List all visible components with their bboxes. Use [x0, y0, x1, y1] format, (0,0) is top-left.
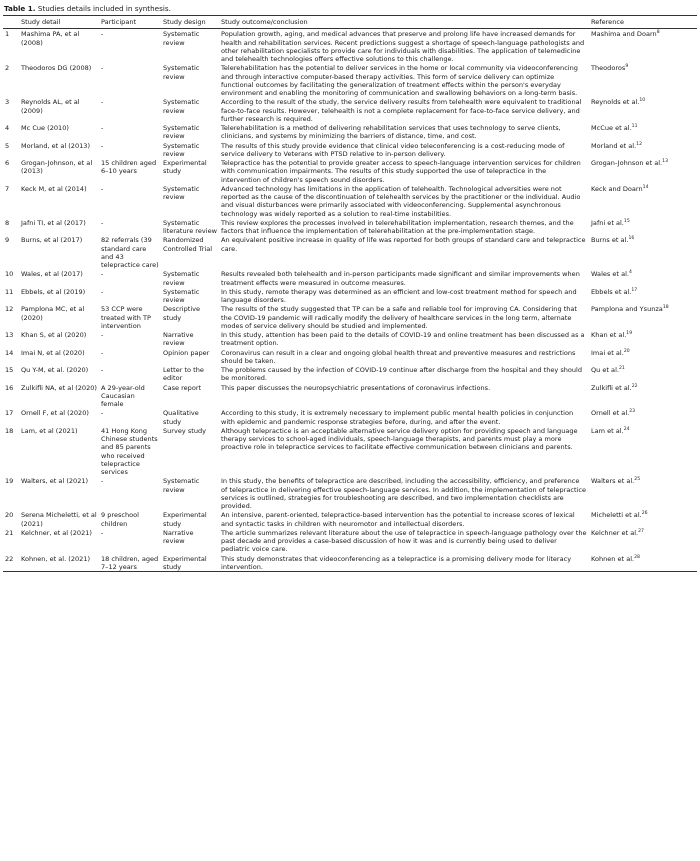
study-outcome-cell: In this study, the benefits of telepractice are described, including the accessibility, efficiency, and preference of telepractice in delivering effective speech-language services. In addition, the implementation of telepractice services is outlined, strategies for troubleshooting are described, and two implementation checklists are provided.: [221, 477, 587, 510]
reference-cell: [589, 330, 697, 348]
row-number: 6: [5, 159, 10, 167]
study-outcome-cell: Telerehabilitation is a method of delivering rehabilitation services that uses technology to serve clients, clinicians, and systems by minimizing the barriers of distance, time, and cost.: [221, 124, 561, 141]
study-outcome-cell: Advanced technology has limitations in the application of telehealth. Technological adversities were not reported as the cause of the discontinuation of telehealth services by the practitioner or the individual. Audio and visual disturbances were primarily associated with videoconferencing. Supplemental asynchronous technology was widely reported as a solution to real-time instabilities.: [221, 184, 581, 218]
study-outcome-cell: In this study, attention has been paid to the details of COVID-19 and online treatment has been discussed as a treatment option.: [221, 331, 585, 348]
reference-citation-number: 15: [623, 218, 630, 224]
participant-cell: -: [101, 409, 104, 418]
table-row: [3, 158, 697, 184]
study-detail-cell: Pamplona MC, et al (2020): [21, 305, 85, 322]
study-detail-cell: Kelchner, et al (2021): [21, 528, 92, 537]
participant-cell: 18 children, aged 7–12 years: [101, 554, 159, 571]
reference-text: McCue et al.: [591, 124, 632, 132]
study-outcome-cell: In this study, remote therapy was determined as an efficient and low-cost treatment method for speech and language disorders.: [221, 287, 577, 304]
row-number: 20: [5, 511, 14, 520]
reference-citation-number: 10: [639, 98, 646, 104]
study-outcome-cell: According to this study, it is extremely necessary to implement public mental health policies in conjunction with epidemic and pandemic response strategies before, during, and after the event.: [221, 409, 574, 426]
reference-cell: [589, 158, 697, 184]
study-outcome-cell: Telerehabilitation has the potential to deliver services in the home or local community via videoconferencing and through interactive computer-based therapy activities. This form of service delivery can optimize functional outcomes by facilitating the generalization of treatment effects within the person's everyday environment and enabling the monitoring of communication and swallowing behaviors on a long-term basis.: [221, 64, 578, 97]
study-design-cell: Randomized Controlled Trial: [163, 236, 213, 253]
reference-citation-number: 8: [656, 30, 660, 36]
row-number: 16: [5, 383, 14, 392]
reference-text: Walters et al.: [591, 477, 635, 486]
study-design-cell: Case report: [163, 383, 202, 392]
table-row: [3, 304, 697, 330]
row-number: 12: [5, 305, 14, 314]
reference-citation-number: 17: [631, 287, 638, 293]
table-row: [3, 426, 697, 477]
study-detail-cell: Wales, et al (2017): [21, 270, 83, 279]
study-detail-cell: Imai N, et al (2020): [21, 348, 85, 357]
reference-cell: [589, 97, 697, 123]
row-number: 17: [5, 409, 14, 418]
row-number: 8: [5, 218, 10, 227]
participant-cell: -: [101, 124, 104, 132]
study-outcome-cell: The article summarizes relevant literature about the use of telepractice in speech-language pathology over the past decade and provides a case-based discussion of how it was and is currently being used to deliver pediatric voice care.: [221, 528, 587, 554]
reference-cell: [589, 476, 697, 510]
study-design-cell: Descriptive study: [163, 305, 201, 322]
reference-text: Wales et al.: [591, 270, 629, 279]
reference-citation-number: 4: [629, 270, 632, 276]
reference-text: Pamplona and Ysunza: [591, 305, 663, 314]
reference-text: Morland et al.: [591, 141, 637, 150]
study-detail-cell: Jafni TI, et al (2017): [21, 218, 86, 227]
header-reference: Reference: [591, 18, 624, 26]
study-design-cell: Systematic review: [163, 124, 200, 141]
reference-text: Grogan-Johnson et al.: [591, 159, 663, 167]
row-number: 11: [5, 287, 14, 296]
study-outcome-cell: The problems caused by the infection of COVID-19 continue after discharge from the hospital and they should be monitored.: [221, 366, 583, 383]
study-detail-cell: Mc Cue (2010): [21, 124, 69, 132]
study-outcome-cell: Although telepractice is an acceptable alternative service delivery option for providing speech and language therapy services to school-aged individuals, speech-language therapists, and parents must play a more proactive role in telepractice services to facilitate effective communication between clinicians and parents.: [221, 426, 578, 452]
reference-text: Qu et al.: [591, 366, 619, 374]
study-detail-cell: Theodoros DG (2008): [21, 64, 92, 73]
study-outcome-cell: The results of the study suggested that TP can be a safe and reliable tool for improving CA. Considering that the COVID-19 pandemic will radically modify the delivery of healthcare services in the long term, alternate modes of service delivery should be studied and implemented.: [221, 305, 577, 330]
row-number: 13: [5, 331, 14, 339]
reference-cell: [589, 29, 697, 64]
table-row: [3, 235, 697, 269]
reference-citation-number: 20: [623, 348, 630, 354]
row-number: 22: [5, 554, 14, 563]
header-participant: Participant: [101, 18, 137, 26]
study-outcome-cell: An intensive, parent-oriented, telepractice-based intervention has the potential to increase scores of lexical and syntactic tasks in children with neuromotor and intellectual disorders.: [221, 511, 575, 528]
table-row: [3, 29, 697, 64]
study-outcome-cell: Results revealed both telehealth and in-person participants made significant and similar improvements when treatment effects were measured in outcome measures.: [221, 270, 580, 287]
row-number: 15: [5, 366, 14, 374]
study-design-cell: Letter to the editor: [163, 366, 204, 383]
reference-text: Burns et al.: [591, 236, 629, 245]
participant-cell: 82 referrals (39 standard care and 43 telepractice care): [101, 236, 159, 269]
reference-cell: [589, 287, 697, 305]
study-design-cell: Systematic review: [163, 64, 200, 81]
study-outcome-cell: The results of this study provide evidence that clinical video teleconferencing is a cost-reducing mode of service delivery to Veterans with PTSD relative to in-person delivery.: [221, 141, 565, 158]
reference-cell: [589, 510, 697, 528]
row-number: 1: [5, 30, 10, 39]
reference-citation-number: 13: [662, 158, 668, 164]
participant-cell: -: [101, 287, 104, 296]
participant-cell: -: [101, 331, 104, 339]
study-design-cell: Experimental study: [163, 159, 207, 176]
study-design-cell: Experimental study: [163, 511, 207, 528]
study-design-cell: Narrative review: [163, 528, 194, 545]
reference-citation-number: 22: [631, 383, 638, 389]
reference-text: Ornell et al.: [591, 409, 630, 418]
reference-cell: [589, 141, 697, 159]
table-row: [3, 184, 697, 218]
study-design-cell: Narrative review: [163, 331, 194, 348]
study-detail-cell: Morland, et al (2013): [21, 141, 91, 150]
reference-citation-number: 23: [629, 409, 636, 415]
reference-cell: [589, 348, 697, 366]
participant-cell: -: [101, 30, 104, 39]
study-detail-cell: Keck M, et al (2014): [21, 184, 87, 193]
table-row: [3, 365, 697, 383]
participant-cell: -: [101, 348, 104, 357]
participant-cell: -: [101, 98, 104, 107]
reference-text: Keck and Doarn: [591, 184, 643, 193]
study-detail-cell: Mashima PA, et al (2008): [21, 30, 80, 47]
reference-citation-number: 19: [626, 330, 633, 336]
table-row: [3, 348, 697, 366]
reference-citation-number: 14: [642, 184, 649, 190]
study-outcome-cell: According to the result of the study, the service delivery results from telehealth were equivalent to traditional face-to-face results. However, telehealth is not a complete replacement for face-to-face service delivery, and further research is required.: [221, 98, 582, 123]
reference-citation-number: 12: [636, 141, 643, 147]
participant-cell: 41 Hong Kong Chinese students and 85 parents who received telepractice services: [101, 426, 158, 476]
study-detail-cell: Qu Y-M, et al. (2020): [21, 366, 89, 374]
reference-cell: [589, 383, 697, 409]
table-row: [3, 408, 697, 426]
reference-citation-number: 11: [631, 123, 638, 129]
participant-cell: -: [101, 477, 104, 486]
study-design-cell: Systematic literature review: [163, 218, 217, 235]
reference-cell: [589, 408, 697, 426]
row-number: 21: [5, 528, 14, 537]
table-body: [3, 29, 697, 572]
reference-cell: [589, 554, 697, 572]
reference-cell: [589, 63, 697, 97]
row-number: 2: [5, 64, 10, 73]
row-number: 14: [5, 348, 14, 357]
study-outcome-cell: Telepractice has the potential to provide greater access to speech-language intervention services for children with communication impairments. The results of this study supported the use of telepractice in the intervention of children's speech sound disorders.: [221, 159, 581, 184]
table-row: [3, 476, 697, 510]
reference-cell: [589, 304, 697, 330]
reference-text: Imai et al.: [591, 348, 624, 357]
table-row: [3, 218, 697, 236]
participant-cell: 15 children aged 6–10 years: [101, 159, 157, 176]
study-design-cell: Qualitative study: [163, 409, 199, 426]
table-caption-label: Table 1.: [4, 4, 36, 13]
reference-text: Ebbels et al.: [591, 287, 632, 296]
participant-cell: -: [101, 184, 104, 193]
participant-cell: -: [101, 528, 104, 537]
participant-cell: -: [101, 366, 104, 374]
participant-cell: -: [101, 270, 104, 279]
row-number: 18: [5, 426, 14, 435]
table-header-row: [3, 16, 697, 29]
reference-citation-number: 16: [628, 236, 635, 242]
reference-cell: [589, 365, 697, 383]
reference-citation-number: 26: [641, 511, 648, 517]
study-outcome-cell: Population growth, aging, and medical advances that preserve and prolong life have increased demands for health and rehabilitation services. Recent predictions suggest a shortage of speech-language pathologists and other rehabilitation specialists to provide care for individuals with disabilities. The application of telemedicine and telehealth technologies offers effective solutions to this challenge.: [221, 30, 585, 63]
reference-cell: [589, 269, 697, 287]
table-row: [3, 141, 697, 159]
study-detail-cell: Walters, et al (2021): [21, 477, 89, 486]
header-study-design: Study design: [163, 18, 206, 26]
table-caption-text: Studies details included in synthesis.: [37, 4, 171, 13]
table-row: [3, 123, 697, 141]
reference-text: Kelchner et al.: [591, 528, 639, 537]
studies-table: [3, 15, 697, 572]
study-design-cell: Opinion paper: [163, 348, 210, 357]
study-design-cell: Survey study: [163, 426, 207, 435]
reference-cell: [589, 123, 697, 141]
reference-citation-number: 21: [618, 365, 625, 371]
table-row: [3, 63, 697, 97]
reference-citation-number: 9: [625, 64, 629, 70]
study-outcome-cell: This review explores the processes involved in telerehabilitation implementation, research themes, and the factors that influence the implementation of telerehabilitation at the pre-implementation stage.: [221, 218, 574, 235]
study-detail-cell: Burns, et al (2017): [21, 236, 83, 245]
row-number: 10: [5, 270, 14, 279]
reference-citation-number: 18: [662, 305, 669, 311]
study-detail-cell: Ebbels, et al (2019): [21, 287, 86, 296]
reference-cell: [589, 184, 697, 218]
study-design-cell: Systematic review: [163, 287, 200, 304]
study-detail-cell: Kohnen, et al. (2021): [21, 554, 91, 563]
row-number: 4: [5, 124, 10, 132]
study-outcome-cell: Coronavirus can result in a clear and ongoing global health threat and preventive measures and restrictions should be taken.: [221, 348, 576, 365]
reference-citation-number: 25: [634, 477, 641, 483]
study-detail-cell: Lam, et al (2021): [21, 426, 78, 435]
reference-text: Lam et al.: [591, 426, 624, 435]
reference-cell: [589, 528, 697, 554]
row-number: 9: [5, 236, 10, 245]
participant-cell: A 29-year-old Caucasian female: [101, 383, 145, 408]
study-design-cell: Systematic review: [163, 184, 200, 201]
table-row: [3, 330, 697, 348]
table-row: [3, 528, 697, 554]
reference-text: Zulkifli et al.: [591, 383, 632, 392]
reference-text: Jafni et al.: [591, 218, 624, 227]
study-detail-cell: Khan S, et al (2020): [21, 331, 87, 339]
row-number: 7: [5, 184, 10, 193]
header-study-outcome: Study outcome/conclusion: [221, 18, 308, 26]
table-row: [3, 97, 697, 123]
participant-cell: -: [101, 64, 104, 73]
reference-text: Khan et al.: [591, 331, 627, 339]
reference-cell: [589, 235, 697, 269]
study-detail-cell: Serena Micheletti, et al (2021): [21, 511, 97, 528]
study-detail-cell: Zulkifli NA, et al (2020): [21, 383, 97, 392]
reference-text: Mashima and Doarn: [591, 30, 657, 39]
study-outcome-cell: An equivalent positive increase in quality of life was reported for both groups of standard care and telepractice care.: [221, 236, 586, 253]
reference-cell: [589, 218, 697, 236]
table-row: [3, 554, 697, 572]
reference-citation-number: 28: [634, 554, 640, 560]
participant-cell: -: [101, 141, 104, 150]
reference-text: Reynolds et al.: [591, 98, 640, 107]
reference-text: Theodoros: [591, 64, 626, 73]
study-design-cell: Systematic review: [163, 30, 200, 47]
reference-text: Micheletti et al.: [591, 511, 642, 520]
participant-cell: 53 CCP were treated with TP intervention: [101, 305, 151, 330]
study-design-cell: Experimental study: [163, 554, 207, 571]
study-outcome-cell: This paper discusses the neuropsychiatric presentations of coronavirus infections.: [221, 383, 491, 392]
study-design-cell: Systematic review: [163, 141, 200, 158]
participant-cell: -: [101, 218, 104, 227]
reference-cell: [589, 426, 697, 477]
row-number: 19: [5, 477, 14, 486]
table-row: [3, 383, 697, 409]
study-detail-cell: Ornell F, et al (2020): [21, 409, 89, 418]
study-design-cell: Systematic review: [163, 270, 200, 287]
table-row: [3, 269, 697, 287]
reference-citation-number: 27: [638, 528, 644, 534]
participant-cell: 9 preschool children: [101, 511, 139, 528]
study-detail-cell: Grogan-Johnson, et al (2013): [21, 159, 93, 176]
study-design-cell: Systematic review: [163, 477, 200, 494]
reference-text: Kohnen et al.: [591, 554, 635, 563]
study-detail-cell: Reynolds AL, et al (2009): [21, 98, 80, 115]
table-row: [3, 287, 697, 305]
reference-citation-number: 24: [623, 426, 630, 432]
header-number: [3, 16, 19, 29]
row-number: 5: [5, 141, 10, 150]
header-study-detail: Study detail: [21, 18, 61, 26]
table-row: [3, 510, 697, 528]
row-number: 3: [5, 98, 10, 107]
study-outcome-cell: This study demonstrates that videoconferencing as a telepractice is a promising delivery mode for literacy intervention.: [221, 554, 572, 571]
table-caption: [4, 4, 171, 13]
study-design-cell: Systematic review: [163, 98, 200, 115]
